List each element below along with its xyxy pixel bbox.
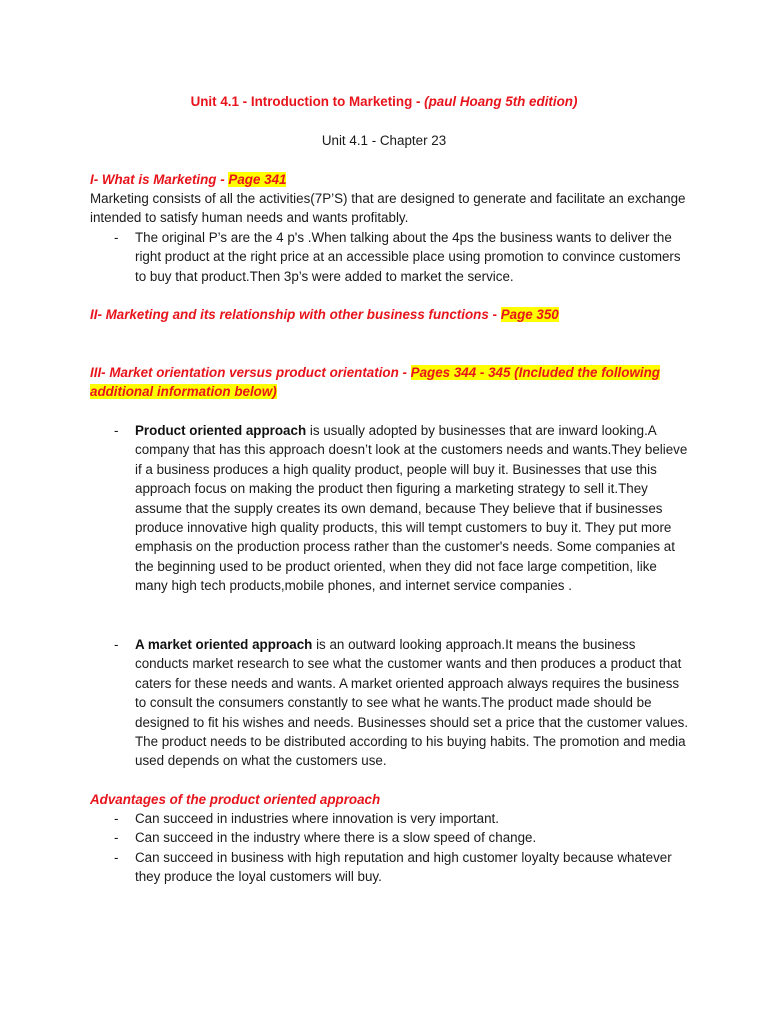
- advantages-heading: [90, 790, 690, 809]
- product-oriented-bullet: [90, 421, 690, 596]
- section-2-title: II- Marketing and its relationship with other business functions -: [90, 307, 501, 322]
- section-3-page-ref: Pages 344 - 345 (Included the following additional information below): [90, 365, 660, 400]
- advantage-item: [90, 828, 690, 847]
- section-2-heading: [90, 305, 690, 324]
- section-1-bullet: [90, 228, 690, 286]
- product-oriented-text: is usually adopted by businesses that are inward looking.A company that has this approach doesn’t look at the customers needs and wants.They believe if a business produces a high quality product, people will buy it. Businesses that use this approach focus on making the product then figuring a marketing strategy to sell it.They assume that the supply creates its own demand, because They believe that if businesses produce innovative high quality products, this will tempt customers to buy it. They put more emphasis on the production process rather than the customer's needs. Some companies at the beginning used to be product oriented, when they did not face large competition, like many high tech products,mobile phones, and internet service companies .: [135, 423, 688, 594]
- product-oriented-term: Product oriented approach: [135, 423, 307, 438]
- advantage-text: Can succeed in industries where innovation is very important.: [135, 811, 499, 826]
- advantages-title: Advantages of the product oriented approach: [90, 792, 381, 807]
- market-oriented-text: is an outward looking approach.It means the business conducts market research to see what the customer wants and then produces a product that caters for these needs and wants. A market oriented approach always requires the business to consult the consumers constantly to see what he wants.The product made should be designed to fit his wishes and needs. Businesses should set a price that the customer values. The product needs to be distributed according to his buying habits. The promotion and media used depends on what the customers use.: [135, 637, 689, 769]
- page-title: [0, 92, 768, 111]
- market-oriented-bullet: [90, 635, 690, 771]
- section-3-heading: [90, 363, 690, 402]
- section-1-page-ref: Page 341: [228, 172, 287, 187]
- bullet-dash: -: [114, 811, 119, 826]
- section-2-page-ref: Page 350: [500, 307, 559, 322]
- title-edition: (paul Hoang 5th edition): [424, 94, 578, 109]
- bullet-dash: -: [114, 423, 119, 438]
- bullet-dash: -: [114, 850, 119, 865]
- bullet-dash: -: [114, 637, 119, 652]
- bullet-dash: -: [114, 830, 119, 845]
- section-1-paragraph: Marketing consists of all the activities(7P’S) that are designed to generate and facilitate an exchange intended to satisfy human needs and wants profitably.: [90, 191, 686, 226]
- advantage-item: [90, 809, 690, 828]
- page-subtitle: Unit 4.1 - Chapter 23: [321, 133, 447, 148]
- advantage-text: Can succeed in the industry where there is a slow speed of change.: [135, 830, 537, 845]
- section-3-title: III- Market orientation versus product orientation -: [90, 365, 411, 380]
- title-main: Unit 4.1 - Introduction to Marketing -: [190, 94, 425, 109]
- section-1-title: I- What is Marketing -: [90, 172, 229, 187]
- market-oriented-term: A market oriented approach: [135, 637, 313, 652]
- bullet-dash: -: [114, 230, 119, 245]
- advantage-item: [90, 848, 690, 887]
- advantage-text: Can succeed in business with high reputation and high customer loyalty because whatever they produce the loyal customers will buy.: [135, 850, 672, 885]
- bullet-text: The original P’s are the 4 p's .When talking about the 4ps the business wants to deliver the right product at the right price at an accessible place using promotion to convince customers to buy that product.Then 3p’s were added to market the service.: [135, 230, 681, 284]
- section-1-heading: [90, 170, 690, 189]
